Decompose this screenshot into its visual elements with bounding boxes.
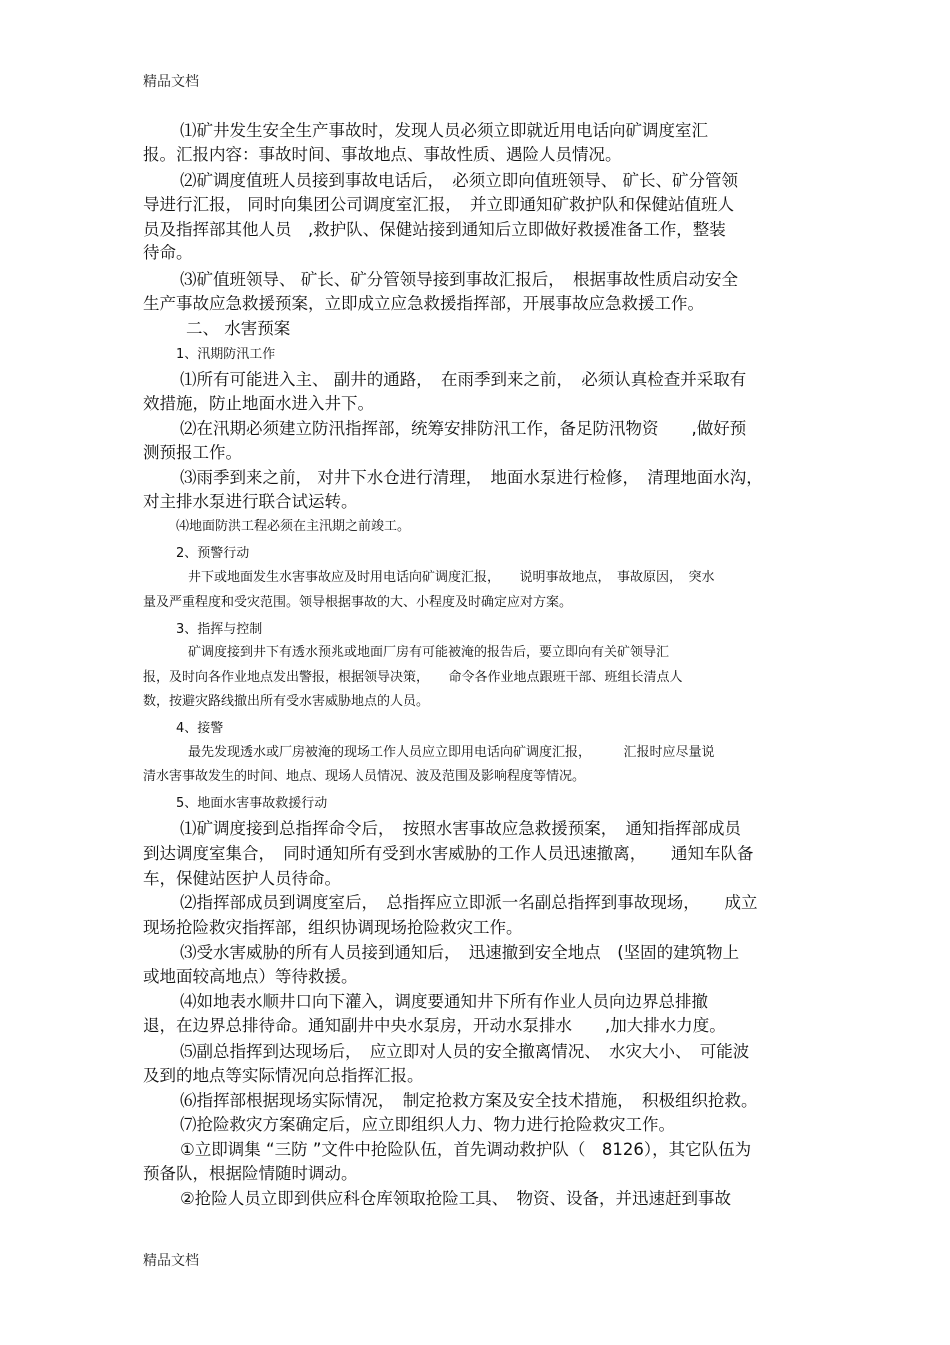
text-line: 及到的地点等实际情况向总指挥汇报。: [143, 1066, 424, 1085]
page-header: 精品文档: [143, 74, 199, 90]
text-line: ⑷地面防洪工程必须在主汛期之前竣工。: [176, 519, 411, 534]
text-line: ⑴矿井发生安全生产事故时，发现人员必须立即就近用电话向矿调度室汇: [180, 121, 708, 140]
text-line: 井下或地面发生水害事故应及时用电话向矿调度汇报， 说明事故地点， 事故原因， 突水: [188, 570, 715, 585]
section-heading: 二、 水害预案: [186, 319, 291, 338]
text-line: ②抢险人员立即到供应科仓库领取抢险工具、 物资、设备，并迅速赶到事故: [180, 1189, 732, 1208]
subsection-heading: 2、预警行动: [176, 546, 250, 561]
text-line: ⑵在汛期必须建立防汛指挥部，统筹安排防汛工作，备足防汛物资 ,做好预: [180, 419, 747, 438]
text-line: 对主排水泵进行联合试运转。: [143, 492, 358, 511]
text-line: ⑺抢险救灾方案确定后，应立即组织人力、物力进行抢险救灾工作。: [180, 1115, 675, 1134]
text-line: ⑵指挥部成员到调度室后， 总指挥应立即派一名副总指挥到事故现场， 成立: [180, 893, 758, 912]
text-line: 报。汇报内容：事故时间、事故地点、事故性质、遇险人员情况。: [143, 145, 622, 164]
text-line: 或地面较高地点）等待救援。: [143, 967, 358, 986]
text-line: 退，在边界总排待命。通知副井中央水泵房，开动水泵排水 ,加大排水力度。: [143, 1016, 726, 1035]
text-line: ⑶矿值班领导、 矿长、矿分管领导接到事故汇报后， 根据事故性质启动安全: [180, 270, 738, 289]
text-line: 到达调度室集合， 同时通知所有受到水害威胁的工作人员迅速撤离， 通知车队备: [143, 844, 754, 863]
subsection-heading: 4、接警: [176, 721, 224, 736]
text-line: 最先发现透水或厂房被淹的现场工作人员应立即用电话向矿调度汇报， 汇报时应尽量说: [188, 745, 715, 760]
text-line: 量及严重程度和受灾范围。领导根据事故的大、小程度及时确定应对方案。: [143, 595, 573, 610]
text-line: 员及指挥部其他人员 ,救护队、保健站接到通知后立即做好救援准备工作，整装: [143, 220, 726, 239]
text-line: 矿调度接到井下有透水预兆或地面厂房有可能被淹的报告后，要立即向有关矿领导汇: [188, 645, 670, 660]
text-line: ①立即调集 “三防 ”文件中抢险队伍，首先调动救护队（ 8126），其它队伍为: [180, 1140, 752, 1159]
text-line: ⑸副总指挥到达现场后， 应立即对人员的安全撤离情况、 水灾大小、 可能波: [180, 1042, 750, 1061]
subsection-heading: 3、指挥与控制: [176, 622, 263, 637]
text-line: ⑶受水害威胁的所有人员接到通知后， 迅速撤到安全地点 (坚固的建筑物上: [180, 943, 740, 962]
subsection-heading: 5、地面水害事故救援行动: [176, 796, 328, 811]
text-line: 效措施，防止地面水进入井下。: [143, 394, 374, 413]
text-line: 导进行汇报， 同时向集团公司调度室汇报， 并立即通知矿救护队和保健站值班人: [143, 195, 734, 214]
text-line: 现场抢险救灾指挥部，组织协调现场抢险救灾工作。: [143, 918, 523, 937]
text-line: 数，按避灾路线撤出所有受水害威胁地点的人员。: [143, 694, 430, 709]
text-line: ⑹指挥部根据现场实际情况， 制定抢救方案及安全技术措施， 积极组织抢救。: [180, 1091, 758, 1110]
text-line: 待命。: [143, 243, 193, 262]
text-line: 报，及时向各作业地点发出警报，根据领导决策， 命令各作业地点跟班干部、班组长清点人: [143, 670, 683, 685]
text-line: 车，保健站医护人员待命。: [143, 869, 341, 888]
text-line: ⑴矿调度接到总指挥命令后， 按照水害事故应急救援预案， 通知指挥部成员: [180, 819, 741, 838]
text-line: 生产事故应急救援预案，立即成立应急救援指挥部，开展事故应急救援工作。: [143, 294, 704, 313]
subsection-heading: 1、汛期防汛工作: [176, 347, 276, 362]
text-line: ⑶雨季到来之前， 对井下水仓进行清理， 地面水泵进行检修， 清理地面水沟，: [180, 468, 763, 487]
text-line: 预备队，根据险情随时调动。: [143, 1164, 358, 1183]
text-line: 清水害事故发生的时间、地点、现场人员情况、波及范围及影响程度等情况。: [143, 769, 586, 784]
text-line: ⑷如地表水顺井口向下灌入，调度要通知井下所有作业人员向边界总排撤: [180, 992, 708, 1011]
page-footer: 精品文档: [143, 1253, 199, 1269]
text-line: ⑴所有可能进入主、 副井的通路， 在雨季到来之前， 必须认真检查并采取有: [180, 370, 747, 389]
text-line: ⑵矿调度值班人员接到事故电话后， 必须立即向值班领导、 矿长、矿分管领: [180, 171, 738, 190]
text-line: 测预报工作。: [143, 443, 242, 462]
